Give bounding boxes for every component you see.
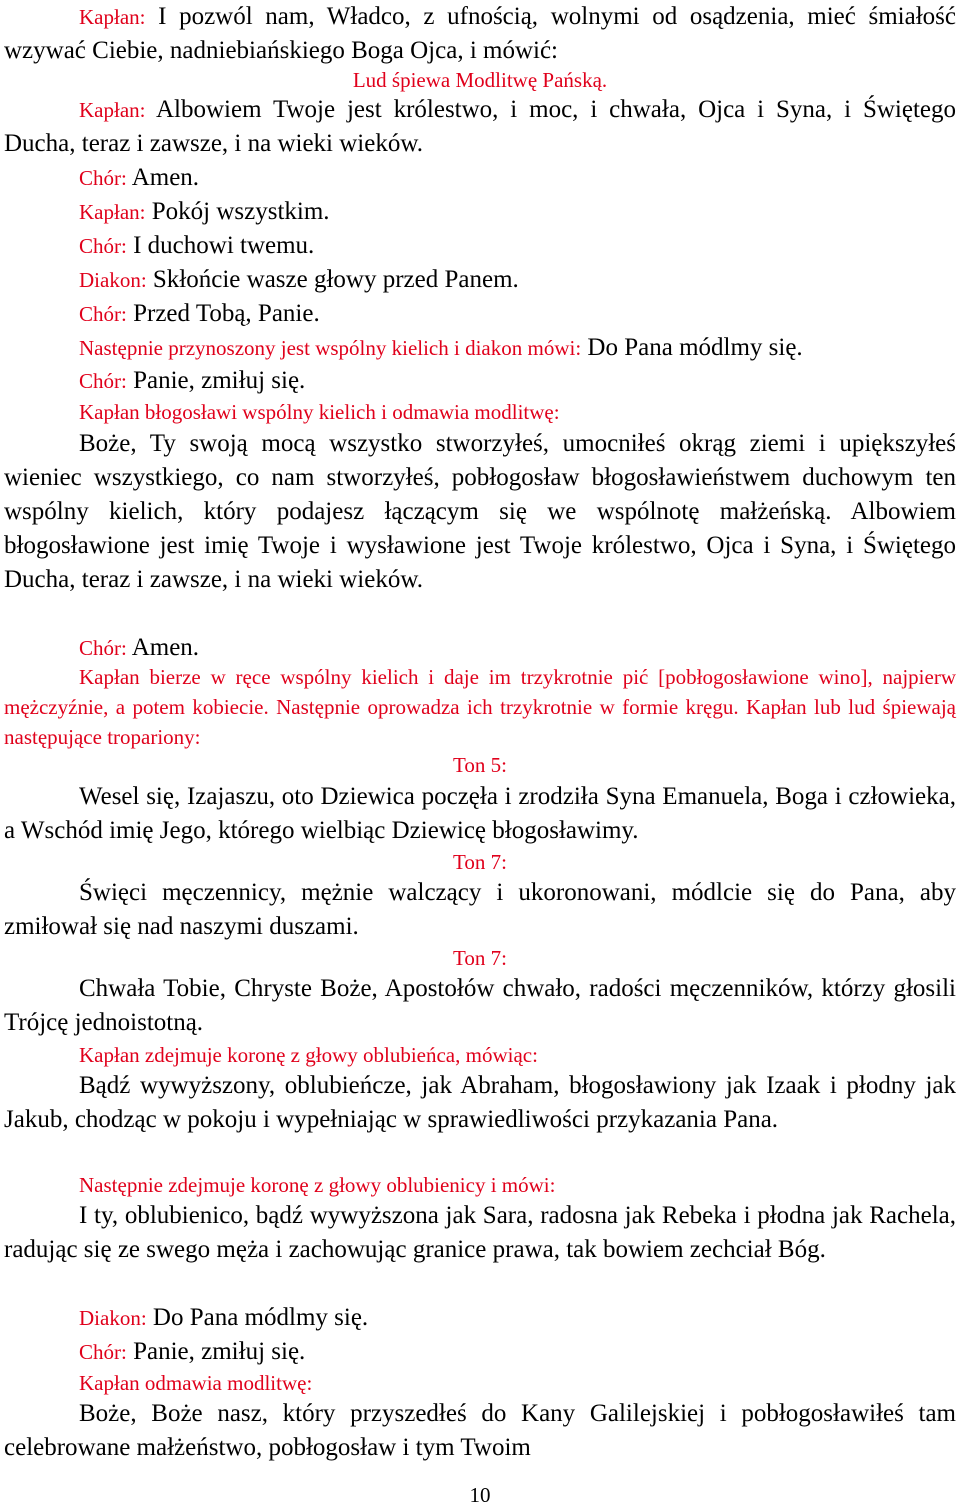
rubric: Kapłan bierze w ręce wspólny kielich i daje im trzykrotnie pić [pobłogosławione wino], najpierw mężczyźnie, a potem kobiecie. Następnie oprowadza ich trzykrotnie w formie kręgu. Kapłan lub lud śpiewają następujące tropariony: [4,665,956,749]
rubric: Chór: [79,1340,127,1364]
dialogue-line [4,631,956,665]
tone-label [4,845,956,879]
paragraph-text: Bądź wywyższony, oblubieńcze, jak Abraham, błogosławiony jak Izaak i płodny jak Jakub, chodząc w pokoju i wypełniając w sprawiedliwości przykazania Pana. [4,1072,956,1133]
dialogue-line [4,297,956,331]
dialogue-text: Przed Tobą, Panie. [126,300,320,327]
troparion [4,876,956,944]
rubric: Chór: [79,234,127,258]
paragraph-text: Wesel się, Izajaszu, oto Dziewica poczęła i zrodziła Syna Emanuela, Boga i człowieka, a Wschód imię Jego, którego wielbiąc Dziewicę błogosławimy. [4,783,956,844]
rubric: Chór: [79,302,127,326]
paragraph-chalice-prayer [4,427,956,597]
rubric: Następnie przynoszony jest wspólny kielich i diakon mówi: [79,336,582,360]
rubric: Kapłan: [79,200,146,224]
dialogue-line [4,1301,956,1335]
dialogue-text: I duchowi twemu. [126,232,315,259]
dialogue-line [4,161,956,195]
rubric: Chór: [79,166,127,190]
paragraph-text: I ty, oblubienico, bądź wywyższona jak Sara, radosna jak Rebeka i płodna jak Rachela, radując się ze swego męża i zachowując granice prawa, tak bowiem zechciał Bóg. [4,1202,956,1263]
rubric: Kapłan: [79,98,146,122]
dialogue-line [4,364,956,398]
paragraph-text: Albowiem Twoje jest królestwo, i moc, i chwała, Ojca i Syna, i Świętego Ducha, teraz i zawsze, i na wieki wieków. [4,96,956,157]
dialogue-text: Pokój wszystkim. [145,198,330,225]
dialogue-text: Do Pana módlmy się. [581,334,803,361]
rubric: Diakon: [79,268,147,292]
paragraph-text: Święci męczennicy, mężnie walczący i ukoronowani, módlcie się do Pana, aby zmiłował się nad naszymi duszami. [4,879,956,940]
rubric-line [4,1168,956,1202]
paragraph-doxology [4,93,956,161]
rubric-paragraph [4,662,956,752]
rubric: Następnie zdejmuje koronę z głowy oblubienicy i mówi: [79,1173,556,1197]
dialogue-line [4,331,956,365]
paragraph-text: Chwała Tobie, Chryste Boże, Apostołów chwało, radości męczenników, którzy głosili Trójcę jednoistotną. [4,975,956,1036]
dialogue-text: Panie, zmiłuj się. [126,1338,306,1365]
rubric-line [4,395,956,429]
rubric: Lud śpiewa Modlitwę Pańską. [352,68,608,92]
rubric: Kapłan błogosławi wspólny kielich i odmawia modlitwę: [79,400,560,424]
paragraph-text: Boże, Ty swoją mocą wszystko stworzyłeś, umocniłeś okrąg ziemi i upiększyłeś wieniec wszystkiego, co nam stworzyłeś, pobłogosław błogosławieństwem duchowym ten wspólny kielich, który podajesz łączącym się we wspólnotę małżeńską. Albowiem błogosławione jest imię Twoje i wysławione jest Twoje królestwo, Ojca i Syna, i Świętego Ducha, teraz i zawsze, i na wieki wieków. [4,430,956,593]
rubric: Chór: [79,636,127,660]
rubric-line [4,1038,956,1072]
rubric: Kapłan zdejmuje koronę z głowy oblubieńca, mówiąc: [79,1043,538,1067]
dialogue-text: Amen. [126,634,200,661]
paragraph-text: Boże, Boże nasz, który przyszedłeś do Kany Galilejskiej i pobłogosławiłeś tam celebrowane małżeństwo, pobłogosław i tym Twoim [4,1400,956,1461]
tone-label [4,748,956,782]
dialogue-line [4,195,956,229]
paragraph-cana-prayer [4,1397,956,1465]
rubric: Kapłan: [79,5,146,29]
rubric: Chór: [79,369,127,393]
dialogue-text: Panie, zmiłuj się. [126,367,306,394]
page-number: 10 [469,1483,491,1507]
paragraph-text: I pozwól nam, Władco, z ufnością, wolnymi od osądzenia, mieć śmiałość wzywać Ciebie, nadniebiańskiego Boga Ojca, i mówić: [4,3,956,64]
rubric: Ton 7: [453,946,507,970]
paragraph-bride-blessing [4,1199,956,1267]
dialogue-text: Do Pana módlmy się. [146,1304,369,1331]
dialogue-text: Amen. [126,164,200,191]
paragraph-priest-invitation [4,0,956,68]
dialogue-line [4,263,956,297]
rubric-line [4,1366,956,1400]
rubric-line [4,63,956,97]
tone-label [4,941,956,975]
dialogue-line [4,1335,956,1369]
rubric: Ton 7: [453,850,507,874]
rubric: Kapłan odmawia modlitwę: [79,1371,313,1395]
dialogue-text: Skłońcie wasze głowy przed Panem. [146,266,519,293]
paragraph-groom-blessing [4,1069,956,1137]
troparion [4,780,956,848]
dialogue-line [4,229,956,263]
rubric: Diakon: [79,1306,147,1330]
troparion [4,972,956,1040]
rubric: Ton 5: [453,753,507,777]
